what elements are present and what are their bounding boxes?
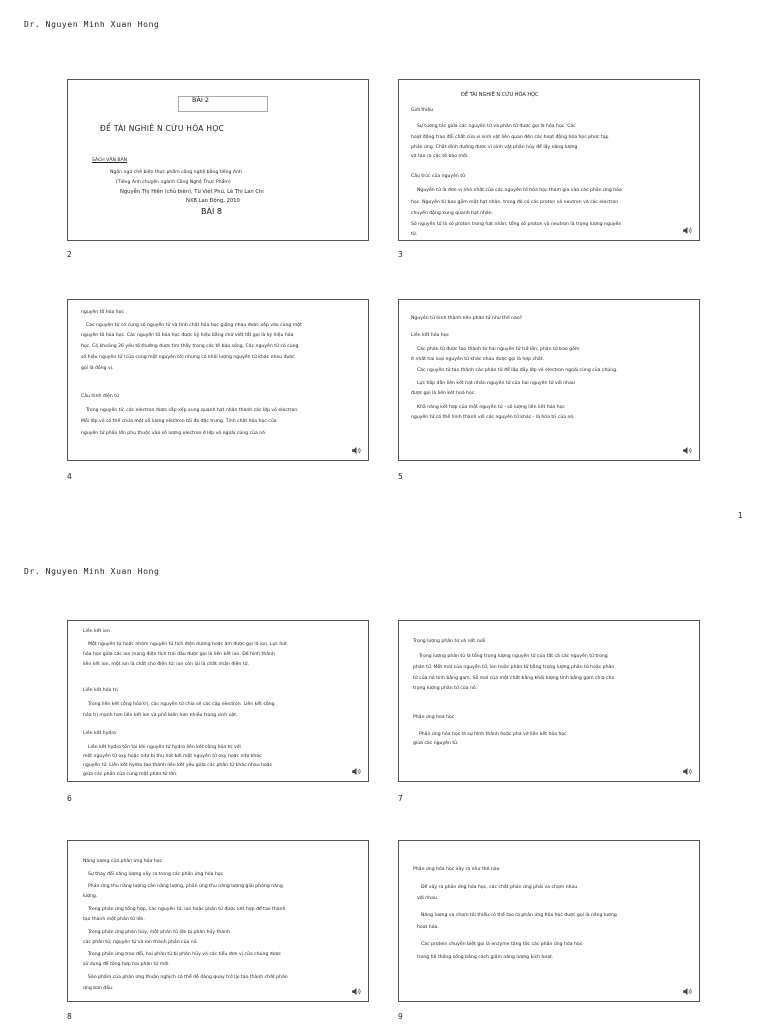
text-line: trong hệ thống sống bằng cách giảm năng lượng kích hoạt. (417, 955, 554, 960)
text-line: Nguyên tử là đơn vị nhỏ nhất của các nguyên tố hóa học tham gia vào các phản ứng hóa (417, 188, 622, 193)
text-line: Phản ứng hóa học là sự hình thành hoặc phá vỡ liên kết hóa học (419, 732, 567, 737)
text-line: Các protein chuyên biệt gọi là enzyme tăng tốc các phản ứng hóa học (421, 942, 583, 947)
text-line: Sự tương tác giữa các nguyên tử và phân tử được gọi là hóa học. Các (417, 124, 576, 129)
text-line: trọng lượng phân tử của nó. (413, 686, 478, 691)
text-line: học. Có khoảng 26 yếu tố thường được tìm thấy trong các tế bào sống. Các nguyên tử có cùng (81, 344, 299, 349)
text-line: Các phân tử được tạo thành từ hai nguyên tử trở lên; phân tử bao gồm (417, 347, 580, 352)
text-line: tử. (411, 232, 418, 237)
text-line: một nguyên tử oxy hoặc nitơ bị thu hút bởi một nguyên tử oxy hoặc nitơ khác (83, 754, 262, 759)
slide-5 (398, 299, 700, 461)
text-line: Sản phẩm của phản ứng thuận nghịch có thể dễ dàng quay trở lại tạo thành chất phản (88, 975, 288, 980)
slide-6 (67, 620, 369, 782)
book-publisher: NXB Lao Động, 2010 (186, 198, 240, 204)
text-line: Trong liên kết cộng hóa trị, các nguyên tử chia sẻ các cặp electron. Liên kết cộng (88, 702, 275, 707)
text-line: hoạt động trao đổi chất của vi sinh vật liên quan đến các hoạt động hóa học phức tạp (411, 135, 609, 140)
text-line: Mỗi lớp vỏ có thể chứa một số lượng electron tối đa đặc trưng. Tính chất hóa học của (81, 419, 277, 424)
page-number-9: 9 (398, 1012, 403, 1021)
text-line: hóa trị mạnh hơn liên kết ion và phổ biến hơn nhiều trong sinh vật. (83, 713, 238, 718)
text-line: hóa học giữa các ion mang điện tích trái dấu được gọi là liên kết ion. Để hình thành (83, 652, 275, 657)
text-line: Trong phản ứng trao đổi, hai phân tử bị phân hủy và các tiểu đơn vị của chúng được (88, 952, 281, 957)
text-line: sử dụng để tổng hợp hai phân tử mới. (83, 962, 170, 967)
text-line: giữa các nguyên tử. (413, 741, 459, 746)
text-line: Trọng lượng phân tử là tổng trọng lượng nguyên tử của tất cả các nguyên tử trong (419, 654, 608, 659)
textbook-label: SÁCH VĂN BẢN (92, 158, 128, 163)
author-header-top: Dr. Nguyen Minh Xuan Hong (24, 20, 160, 29)
slide-2 (67, 79, 369, 241)
section-heading: Liên kết hóa học (411, 333, 450, 338)
text-line: Số nguyên tử là số proton trong hạt nhân; tổng số proton và neutron là trọng lượng nguyên (411, 222, 622, 227)
text-line: lượng. (83, 894, 98, 899)
text-line: tạo thành một phân tử lớn. (83, 917, 145, 922)
section-heading: Nguyên tử hình thành nên phân tử như thế nào? (411, 316, 523, 321)
section-heading: Trọng lượng phân tử và nốt ruồi (413, 639, 486, 644)
text-line: hoạt hóa. (417, 925, 439, 930)
text-line: Sự thay đổi năng lượng xảy ra trong các phản ứng hóa học. (88, 872, 225, 877)
text-line: với nhau. (417, 896, 439, 901)
text-line: nguyên tử. Liên kết hydro tạo thành liên kết yếu giữa các phân tử khác nhau hoặc (83, 763, 273, 768)
text-line: Một nguyên tử hoặc nhóm nguyên tử tích điện dương hoặc âm được gọi là ion. Lực hút (88, 642, 287, 647)
section-heading: Cấu trúc của nguyên tử (411, 174, 466, 179)
text-line: tử của nó tính bằng gam. Số mol của một chất bằng khối lượng tính bằng gam chia cho (413, 676, 615, 681)
section-heading: Phản ứng hoá học (413, 715, 455, 720)
page-number-3: 3 (398, 250, 403, 259)
text-line: Trong phản ứng tổng hợp, các nguyên tử, ion hoặc phân tử được kết hợp để tạo thành (88, 907, 286, 912)
speaker-icon[interactable] (352, 988, 361, 995)
page-number-4: 4 (67, 472, 72, 481)
section-heading: Liên kết ion (83, 629, 110, 634)
text-line: Trong nguyên tử, các electron được sắp xếp xung quanh hạt nhân thành các lớp vỏ electron. (86, 408, 299, 413)
book-authors: Nguyễn Thị Hiền (chủ biên), Từ Việt Phú, Lê Thị Lan Chi (120, 189, 264, 195)
text-line: phản ứng. Chất dinh dưỡng được vi sinh vật phân hủy để lấy năng lượng (411, 145, 578, 150)
text-line: Năng lượng va chạm tối thiểu có thể tạo ra phản ứng hóa học được gọi là năng lượng (421, 913, 617, 918)
text-line: phân tử. Một mol của nguyên tử, ion hoặc phân tử bằng trọng lượng phân tử hoặc phân (413, 665, 615, 670)
slide-4 (67, 299, 369, 461)
text-line: số hiệu nguyên tử (của cùng một nguyên tố) nhưng có khối lượng nguyên tử khác nhau được (81, 355, 295, 360)
text-line: Trong phản ứng phân hủy, một phân tử lớn bị phân hủy thành (88, 930, 230, 935)
speaker-icon[interactable] (352, 768, 361, 775)
text-line: Các nguyên tử tạo thành các phân tử để lấp đầy lớp vỏ electron ngoài cùng của chúng. (417, 368, 618, 373)
book-line-2: (Tiếng Anh chuyên ngành Công Nghệ Thực Phẩm) (116, 180, 231, 185)
section-heading: Giới thiệu (411, 108, 434, 113)
text-line: ít nhất hai loại nguyên tử khác nhau được gọi là hợp chất. (411, 357, 544, 362)
text-line: các phân tử, nguyên tử và ion thành phần của nó. (83, 940, 198, 945)
slide-3 (398, 79, 700, 241)
text-line: Các nguyên tử có cùng số nguyên tử và tính chất hóa học giống nhau được xếp vào cùng một (86, 323, 302, 328)
slide-title: ĐỀ TÀI NGHIÊ N CỨU HÓA HỌC (461, 92, 539, 98)
lesson-8-label: BÀI 8 (201, 207, 222, 216)
book-line-1: Ngôn ngữ chế biến thực phẩm công nghệ bằng tiếng Anh (110, 170, 242, 175)
page-number-2: 2 (67, 250, 72, 259)
section-heading: Phản ứng hóa học xảy ra như thế nào (413, 867, 500, 872)
text-line: nguyên tử có thể hình thành với các nguyên tử khác - là hóa trị của nó. (411, 415, 575, 420)
text-line: Khả năng kết hợp của một nguyên tử - số lượng liên kết hóa học (417, 405, 565, 410)
text-line: Lực hấp dẫn liên kết hạt nhân nguyên tử của hai nguyên tử với nhau (417, 381, 575, 386)
text-line: Liên kết hydro tồn tại khi nguyên tử hydro liên kết cộng hóa trị với (88, 745, 241, 750)
author-header-bottom: Dr. Nguyen Minh Xuan Hong (24, 567, 160, 576)
page-number-5: 5 (398, 472, 403, 481)
section-heading: Liên kết hóa trị (83, 688, 118, 693)
speaker-icon[interactable] (352, 447, 361, 454)
section-heading: nguyên tố hóa học (81, 310, 124, 315)
text-line: giữa các phần của cùng một phân tử lớn. (83, 772, 178, 777)
text-line: ứng ban đầu. (83, 986, 114, 991)
section-heading: Cấu hình điện tử (81, 394, 119, 399)
page-number-6: 6 (67, 794, 72, 803)
page-number-7: 7 (398, 794, 403, 803)
speaker-icon[interactable] (683, 768, 692, 775)
text-line: nguyên tử phần lớn phụ thuộc vào số lượng electron ở lớp vỏ ngoài cùng của nó. (81, 431, 267, 436)
text-line: học. Nguyên tử bao gồm một hạt nhân, trong đó có các proton và neutron và các electron (411, 200, 619, 205)
slide-7 (398, 620, 700, 782)
lesson-label: BÀI 2 (192, 96, 210, 104)
text-line: liên kết ion, một ion là chất cho điện tử; ion còn lại là chất nhận điện tử. (83, 662, 249, 667)
speaker-icon[interactable] (683, 447, 692, 454)
text-line: chuyển động xung quanh hạt nhân. (411, 211, 494, 216)
slide-title: ĐỀ TÀI NGHIÊ N CỨU HÓA HỌC (100, 124, 225, 133)
slide-9 (398, 840, 700, 1002)
page-number-8: 8 (67, 1012, 72, 1021)
text-line: nguyên tố hóa học. Các nguyên tố hóa học được ký hiệu bằng chữ viết tắt gọi là ký hiệu hóa (81, 333, 294, 338)
text-line: Phản ứng thu năng lượng cần năng lượng, phản ứng thu năng lượng giải phóng năng (88, 884, 283, 889)
sheet-page-number: 1 (738, 511, 743, 520)
text-line: được gọi là liên kết hoá học. (411, 391, 476, 396)
speaker-icon[interactable] (683, 988, 692, 995)
text-line: và tạo ra các tế bào mới. (411, 154, 469, 159)
section-heading: Liên kết hydro (83, 731, 116, 736)
slide-8 (67, 840, 369, 1002)
text-line: Để xảy ra phản ứng hóa học, các chất phản ứng phải va chạm nhau (421, 885, 578, 890)
text-line: gọi là đồng vị. (81, 366, 114, 371)
speaker-icon[interactable] (683, 227, 692, 234)
section-heading: Năng lượng của phản ứng hóa học (83, 859, 162, 864)
